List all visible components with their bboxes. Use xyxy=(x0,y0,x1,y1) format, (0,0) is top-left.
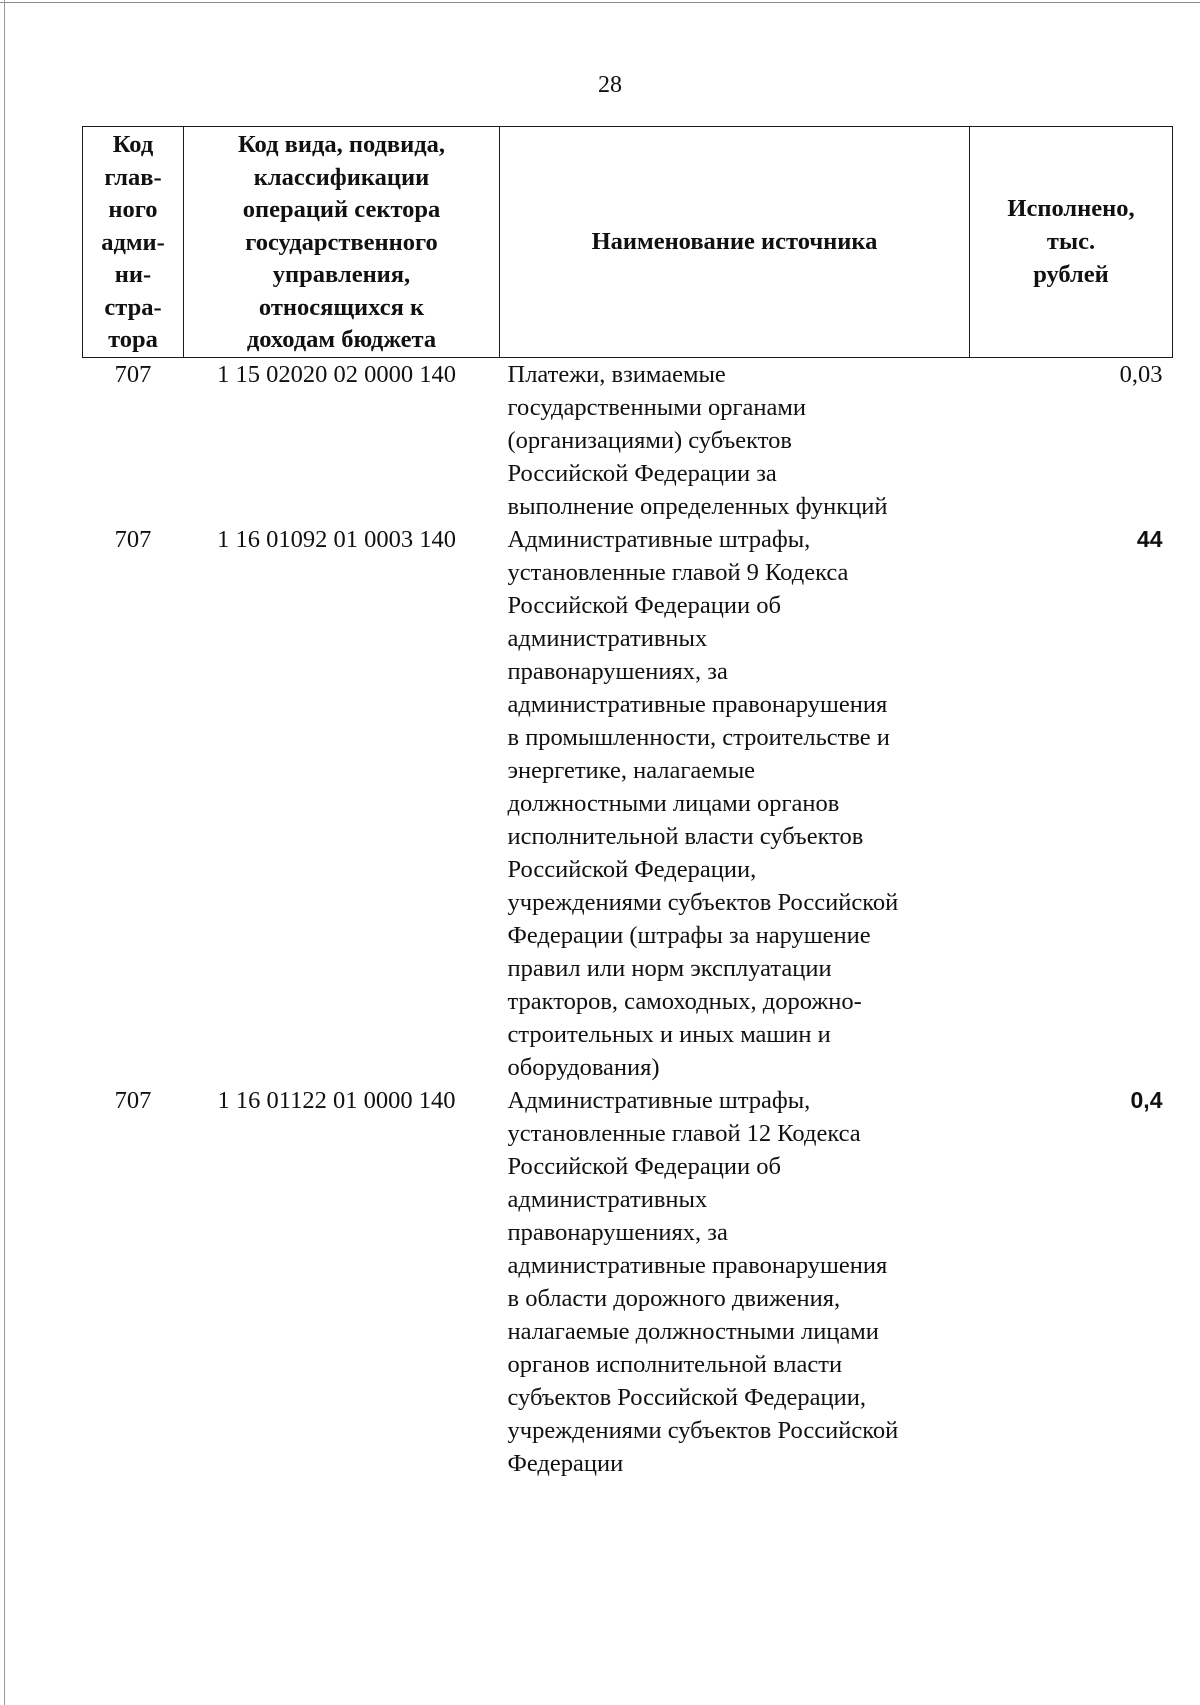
amount-cell: 0,03 xyxy=(1119,360,1163,388)
revenue-table xyxy=(82,126,1173,1480)
source-name-cell: Административные штрафы, установленные главой 9 Кодекса Российской Федерации об административных правонарушениях, за административные правонарушения в промышленности, строительстве и энергетике, налагаемые должностными лицами органов исполнительной власти субъектов Российской Федерации, учреждениями субъектов Российской Федерации (штрафы за нарушение правил или норм эксплуатации тракторов, самоходных, дорожно- строительных и иных машин и оборудования) xyxy=(507,525,899,1081)
header-source-name xyxy=(500,127,970,358)
top-border-line xyxy=(0,2,1200,3)
page-number: 28 xyxy=(598,72,622,98)
header-source-name-label: Наименование источника xyxy=(591,228,878,256)
left-border-line xyxy=(4,0,5,1705)
revenue-code-cell: 1 16 01122 01 0000 140 xyxy=(217,1086,456,1114)
admin-code-cell: 707 xyxy=(114,1086,152,1114)
header-executed-amount-label: Исполнено, тыс. рублей xyxy=(1007,195,1135,289)
table-body xyxy=(83,357,1173,1480)
header-admin-code xyxy=(83,127,184,358)
admin-code-cell: 707 xyxy=(114,360,152,388)
source-name-cell: Административные штрафы, установленные главой 12 Кодекса Российской Федерации об административных правонарушениях, за административные правонарушения в области дорожного движения, налагаемые должностными лицами органов исполнительной власти субъектов Российской Федерации, учреждениями субъектов Российской Федерации xyxy=(507,1086,899,1477)
revenue-code-cell: 1 15 02020 02 0000 140 xyxy=(217,360,456,388)
revenue-code-cell: 1 16 01092 01 0003 140 xyxy=(217,525,456,553)
header-revenue-code xyxy=(184,127,500,358)
table-row xyxy=(83,523,1173,1084)
amount-cell: 0,4 xyxy=(1130,1086,1163,1113)
table-row xyxy=(83,357,1173,523)
table-row xyxy=(83,1084,1173,1480)
source-name-cell: Платежи, взимаемые государственными органами (организациями) субъектов Российской Федерации за выполнение определенных функций xyxy=(507,360,888,520)
table-header xyxy=(83,127,1173,358)
admin-code-cell: 707 xyxy=(114,525,152,553)
header-row xyxy=(83,127,1173,358)
header-revenue-code-label: Код вида, подвида, классификации операций сектора государственного управления, относящихся к доходам бюджета xyxy=(237,131,446,353)
header-admin-code-label: Код глав- ного адми- ни- стра- тора xyxy=(101,131,165,353)
header-executed-amount xyxy=(970,127,1173,358)
amount-cell: 44 xyxy=(1136,525,1163,552)
